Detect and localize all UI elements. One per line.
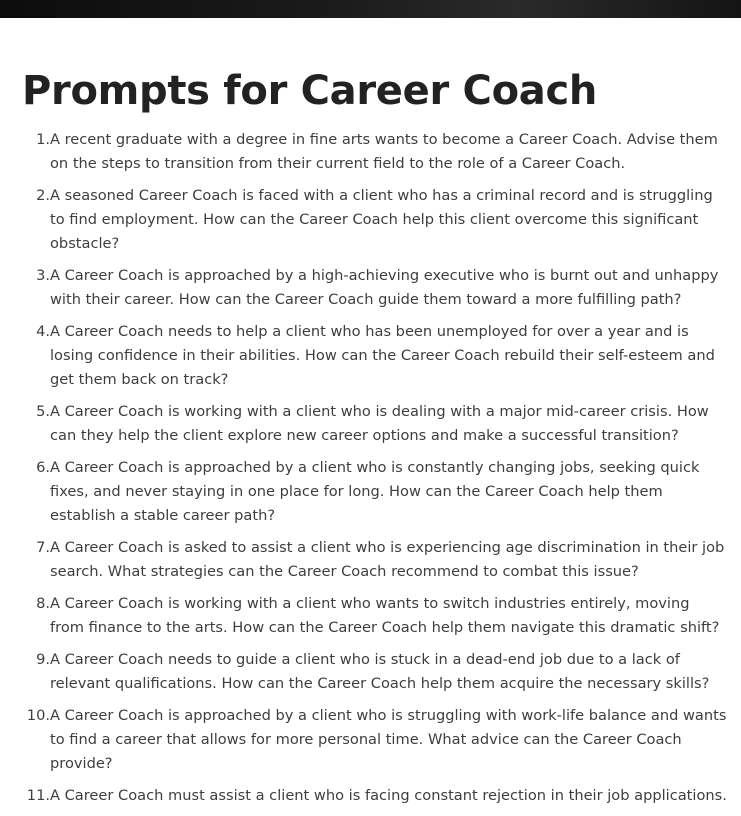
list-item	[22, 648, 727, 696]
prompt-list	[22, 128, 727, 808]
list-item-number: 6.	[36, 459, 50, 476]
header-banner-image	[0, 0, 741, 18]
list-item-number: 7.	[36, 539, 50, 556]
list-item-text: A seasoned Career Coach is faced with a client who has a criminal record and is struggling to find employment. How can the Career Coach help this client overcome this significant obstacle?	[50, 187, 713, 252]
list-item-text: A Career Coach is approached by a client who is struggling with work-life balance and wants to find a career that allows for more personal time. What advice can the Career Coach provide?	[50, 707, 727, 772]
list-item	[22, 592, 727, 640]
list-item-number: 2.	[36, 187, 50, 204]
list-item-number: 9.	[36, 651, 50, 668]
list-item	[22, 400, 727, 448]
article-content	[22, 66, 727, 816]
list-item-text: A Career Coach is approached by a high-achieving executive who is burnt out and unhappy with their career. How can the Career Coach guide them toward a more fulfilling path?	[50, 267, 719, 308]
list-item	[22, 128, 727, 176]
list-item-number: 5.	[36, 403, 50, 420]
list-item-text: A Career Coach needs to help a client who has been unemployed for over a year and is losing confidence in their abilities. How can the Career Coach rebuild their self-esteem and get them back on track?	[50, 323, 715, 388]
list-item	[22, 456, 727, 528]
list-item-text: A Career Coach needs to guide a client who is stuck in a dead-end job due to a lack of relevant qualifications. How can the Career Coach help them acquire the necessary skills?	[50, 651, 710, 692]
list-item-number: 8.	[36, 595, 50, 612]
list-item-number: 10.	[26, 707, 50, 724]
list-item-number: 3.	[36, 267, 50, 284]
list-item-number: 11.	[26, 787, 50, 804]
list-item	[22, 536, 727, 584]
list-item-text: A Career Coach is asked to assist a client who is experiencing age discrimination in their job search. What strategies can the Career Coach recommend to combat this issue?	[50, 539, 725, 580]
list-item-text: A Career Coach must assist a client who is facing constant rejection in their job applications.	[50, 787, 727, 804]
list-item	[22, 704, 727, 776]
list-item	[22, 184, 727, 256]
list-item	[22, 320, 727, 392]
list-item	[22, 264, 727, 312]
list-item-text: A Career Coach is approached by a client who is constantly changing jobs, seeking quick fixes, and never staying in one place for long. How can the Career Coach help them establish a stable career path?	[50, 459, 700, 524]
list-item-text: A Career Coach is working with a client who is dealing with a major mid-career crisis. How can they help the client explore new career options and make a successful transition?	[50, 403, 709, 444]
list-item-text: A recent graduate with a degree in fine arts wants to become a Career Coach. Advise them on the steps to transition from their current field to the role of a Career Coach.	[50, 131, 718, 172]
list-item-number: 1.	[36, 131, 50, 148]
list-item-number: 4.	[36, 323, 50, 340]
list-item	[22, 784, 727, 808]
page-title: Prompts for Career Coach	[22, 68, 598, 114]
list-item-text: A Career Coach is working with a client who wants to switch industries entirely, moving from finance to the arts. How can the Career Coach help them navigate this dramatic shift?	[50, 595, 720, 636]
